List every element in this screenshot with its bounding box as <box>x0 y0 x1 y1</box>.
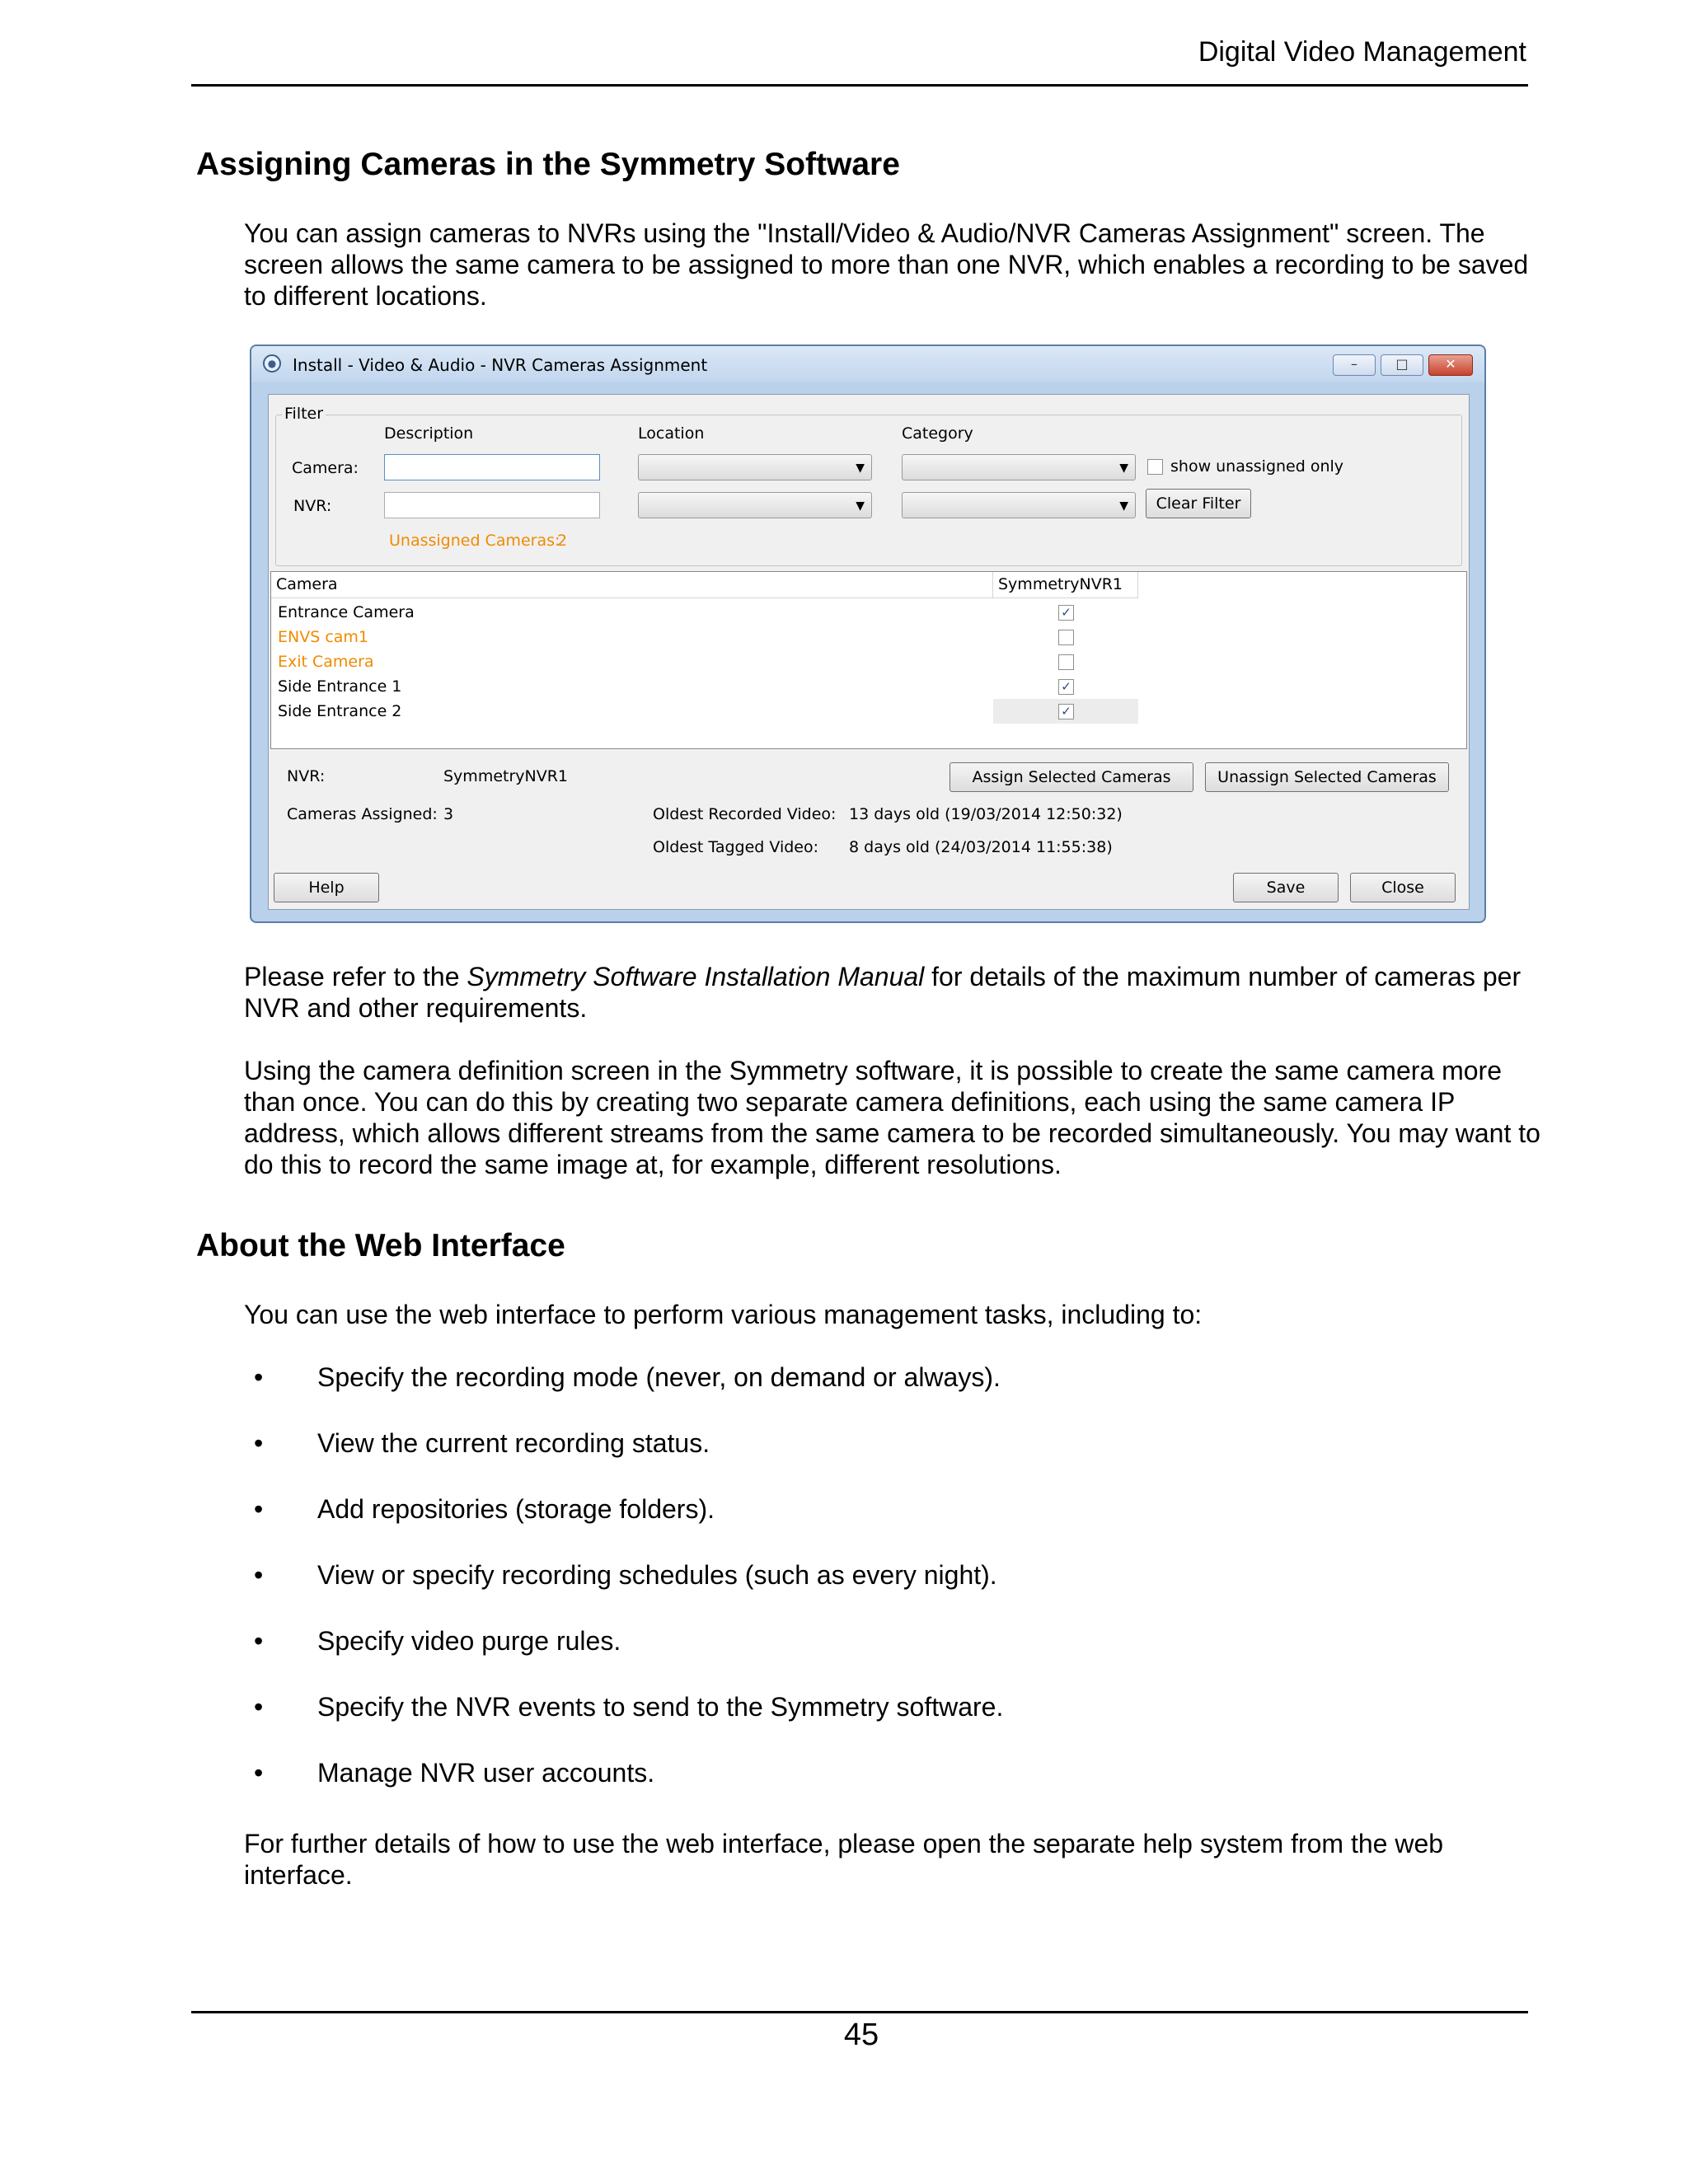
nvr-detail-value: SymmetryNVR1 <box>443 767 569 785</box>
nvr-assignment-checkbox[interactable]: ✓ <box>1058 679 1074 695</box>
close-window-button[interactable]: ✕ <box>1428 354 1473 376</box>
running-header: Digital Video Management <box>1198 36 1526 68</box>
header-rule <box>191 84 1528 87</box>
oldest-recorded-label: Oldest Recorded Video: <box>653 805 837 823</box>
help-button[interactable]: Help <box>274 873 379 902</box>
list-item <box>244 1691 1003 1757</box>
nvr-location-dropdown[interactable] <box>638 492 872 518</box>
table-row[interactable]: Exit Camera <box>278 653 374 671</box>
filter-legend: Filter <box>282 405 326 423</box>
refer-suffix: for details of the maximum number of cameras per NVR and other requirements. <box>244 962 1522 1023</box>
app-icon: ● <box>263 354 281 373</box>
list-item-text: Specify the recording mode (never, on demand or always). <box>317 1362 1001 1392</box>
close-button[interactable]: Close <box>1350 873 1456 902</box>
save-button[interactable]: Save <box>1233 873 1339 902</box>
assign-selected-cameras-button[interactable]: Assign Selected Cameras <box>950 762 1193 792</box>
window-titlebar <box>251 346 1484 382</box>
nvr-category-dropdown[interactable] <box>902 492 1136 518</box>
bullet-icon: • <box>254 1494 264 1524</box>
page-number: 45 <box>843 2018 879 2052</box>
nvr-detail-label: NVR: <box>287 767 326 785</box>
clear-filter-button[interactable]: Clear Filter <box>1146 489 1251 518</box>
oldest-recorded-value: 13 days old (19/03/2014 12:50:32) <box>849 805 1123 823</box>
chevron-down-icon: ▼ <box>1119 462 1128 475</box>
oldest-tagged-value: 8 days old (24/03/2014 11:55:38) <box>849 838 1113 856</box>
show-unassigned-checkbox[interactable] <box>1147 459 1163 475</box>
list-item-text: Manage NVR user accounts. <box>317 1758 655 1788</box>
management-task-list <box>244 1361 1003 1823</box>
unassigned-cameras-label: Unassigned Cameras: <box>389 532 560 550</box>
nvr-assignment-checkbox[interactable] <box>1058 630 1074 645</box>
nvr-assignment-checkbox[interactable]: ✓ <box>1058 704 1074 719</box>
intro-paragraph: You can assign cameras to NVRs using the "Install/Video & Audio/NVR Cameras Assignment" screen. The screen allows the same camera to be assigned to more than one NVR, which enables a recording to be saved to different locations. <box>244 218 1529 311</box>
list-item-text: View or specify recording schedules (such as every night). <box>317 1560 997 1590</box>
list-item-text: Add repositories (storage folders). <box>317 1494 715 1524</box>
chevron-down-icon: ▼ <box>856 499 865 513</box>
list-item-text: View the current recording status. <box>317 1428 710 1458</box>
nvr-column-header[interactable]: SymmetryNVR1 <box>993 572 1138 598</box>
list-item <box>244 1427 1003 1493</box>
bullet-icon: • <box>254 1362 264 1392</box>
bullet-icon: • <box>254 1428 264 1458</box>
camera-filter-label: Camera: <box>292 459 359 477</box>
table-row[interactable]: ENVS cam1 <box>278 628 369 646</box>
bullet-icon: • <box>254 1758 264 1788</box>
chevron-down-icon: ▼ <box>1119 499 1128 513</box>
category-column-label: Category <box>902 424 973 443</box>
nvr-assignment-checkbox[interactable]: ✓ <box>1058 605 1074 621</box>
list-item <box>244 1625 1003 1691</box>
show-unassigned-label: show unassigned only <box>1170 457 1344 476</box>
camera-location-dropdown[interactable] <box>638 454 872 480</box>
nvr-cameras-assignment-window <box>250 344 1486 923</box>
nvr-assignment-checkbox[interactable] <box>1058 654 1074 670</box>
table-row[interactable]: Side Entrance 1 <box>278 677 402 696</box>
description-column-label: Description <box>384 424 474 443</box>
list-item-text: Specify the NVR events to send to the Symmetry software. <box>317 1692 1004 1722</box>
cameras-assigned-value: 3 <box>443 805 454 823</box>
list-item <box>244 1559 1003 1625</box>
camera-category-dropdown[interactable] <box>902 454 1136 480</box>
camera-definition-paragraph: Using the camera definition screen in the Symmetry software, it is possible to create the same camera more than once. You can do this by creating two separate camera definitions, each using the same camera IP address, which allows different streams from the same camera to be recorded simultaneously. You may want to do this to record the same image at, for example, different resolutions. <box>244 1056 1540 1179</box>
nvr-description-input[interactable] <box>384 492 600 518</box>
chevron-down-icon: ▼ <box>856 462 865 475</box>
oldest-tagged-label: Oldest Tagged Video: <box>653 838 819 856</box>
table-row[interactable]: Entrance Camera <box>278 603 415 621</box>
cameras-assigned-label: Cameras Assigned: <box>287 805 438 823</box>
list-item-text: Specify video purge rules. <box>317 1626 621 1656</box>
bullet-icon: • <box>254 1560 264 1590</box>
web-interface-intro: You can use the web interface to perform various management tasks, including to: <box>244 1300 1203 1329</box>
window-title: Install - Video & Audio - NVR Cameras Assignment <box>293 355 708 375</box>
list-item <box>244 1361 1003 1427</box>
maximize-button[interactable]: □ <box>1381 354 1423 376</box>
bullet-icon: • <box>254 1692 264 1722</box>
list-item <box>244 1757 1003 1823</box>
section-heading-web-interface: About the Web Interface <box>196 1228 565 1263</box>
refer-prefix: Please refer to the <box>244 962 467 991</box>
window-client-area <box>268 394 1470 910</box>
camera-assignment-list <box>270 571 1467 749</box>
manual-title: Symmetry Software Installation Manual <box>467 962 925 991</box>
unassigned-cameras-count: 2 <box>557 532 568 550</box>
table-row[interactable]: Side Entrance 2 <box>278 702 402 720</box>
unassign-selected-cameras-button[interactable]: Unassign Selected Cameras <box>1205 762 1449 792</box>
closing-paragraph: For further details of how to use the web interface, please open the separate help system from the web interface. <box>244 1829 1444 1890</box>
footer-rule <box>191 2011 1528 2013</box>
nvr-filter-label: NVR: <box>293 497 332 515</box>
minimize-button[interactable]: – <box>1333 354 1376 376</box>
list-item <box>244 1493 1003 1559</box>
camera-description-input[interactable] <box>384 454 600 480</box>
refer-paragraph <box>244 961 1546 1024</box>
camera-column-header[interactable]: Camera <box>271 572 993 598</box>
bullet-icon: • <box>254 1626 264 1656</box>
location-column-label: Location <box>638 424 705 443</box>
section-heading-assigning-cameras: Assigning Cameras in the Symmetry Software <box>196 147 900 182</box>
